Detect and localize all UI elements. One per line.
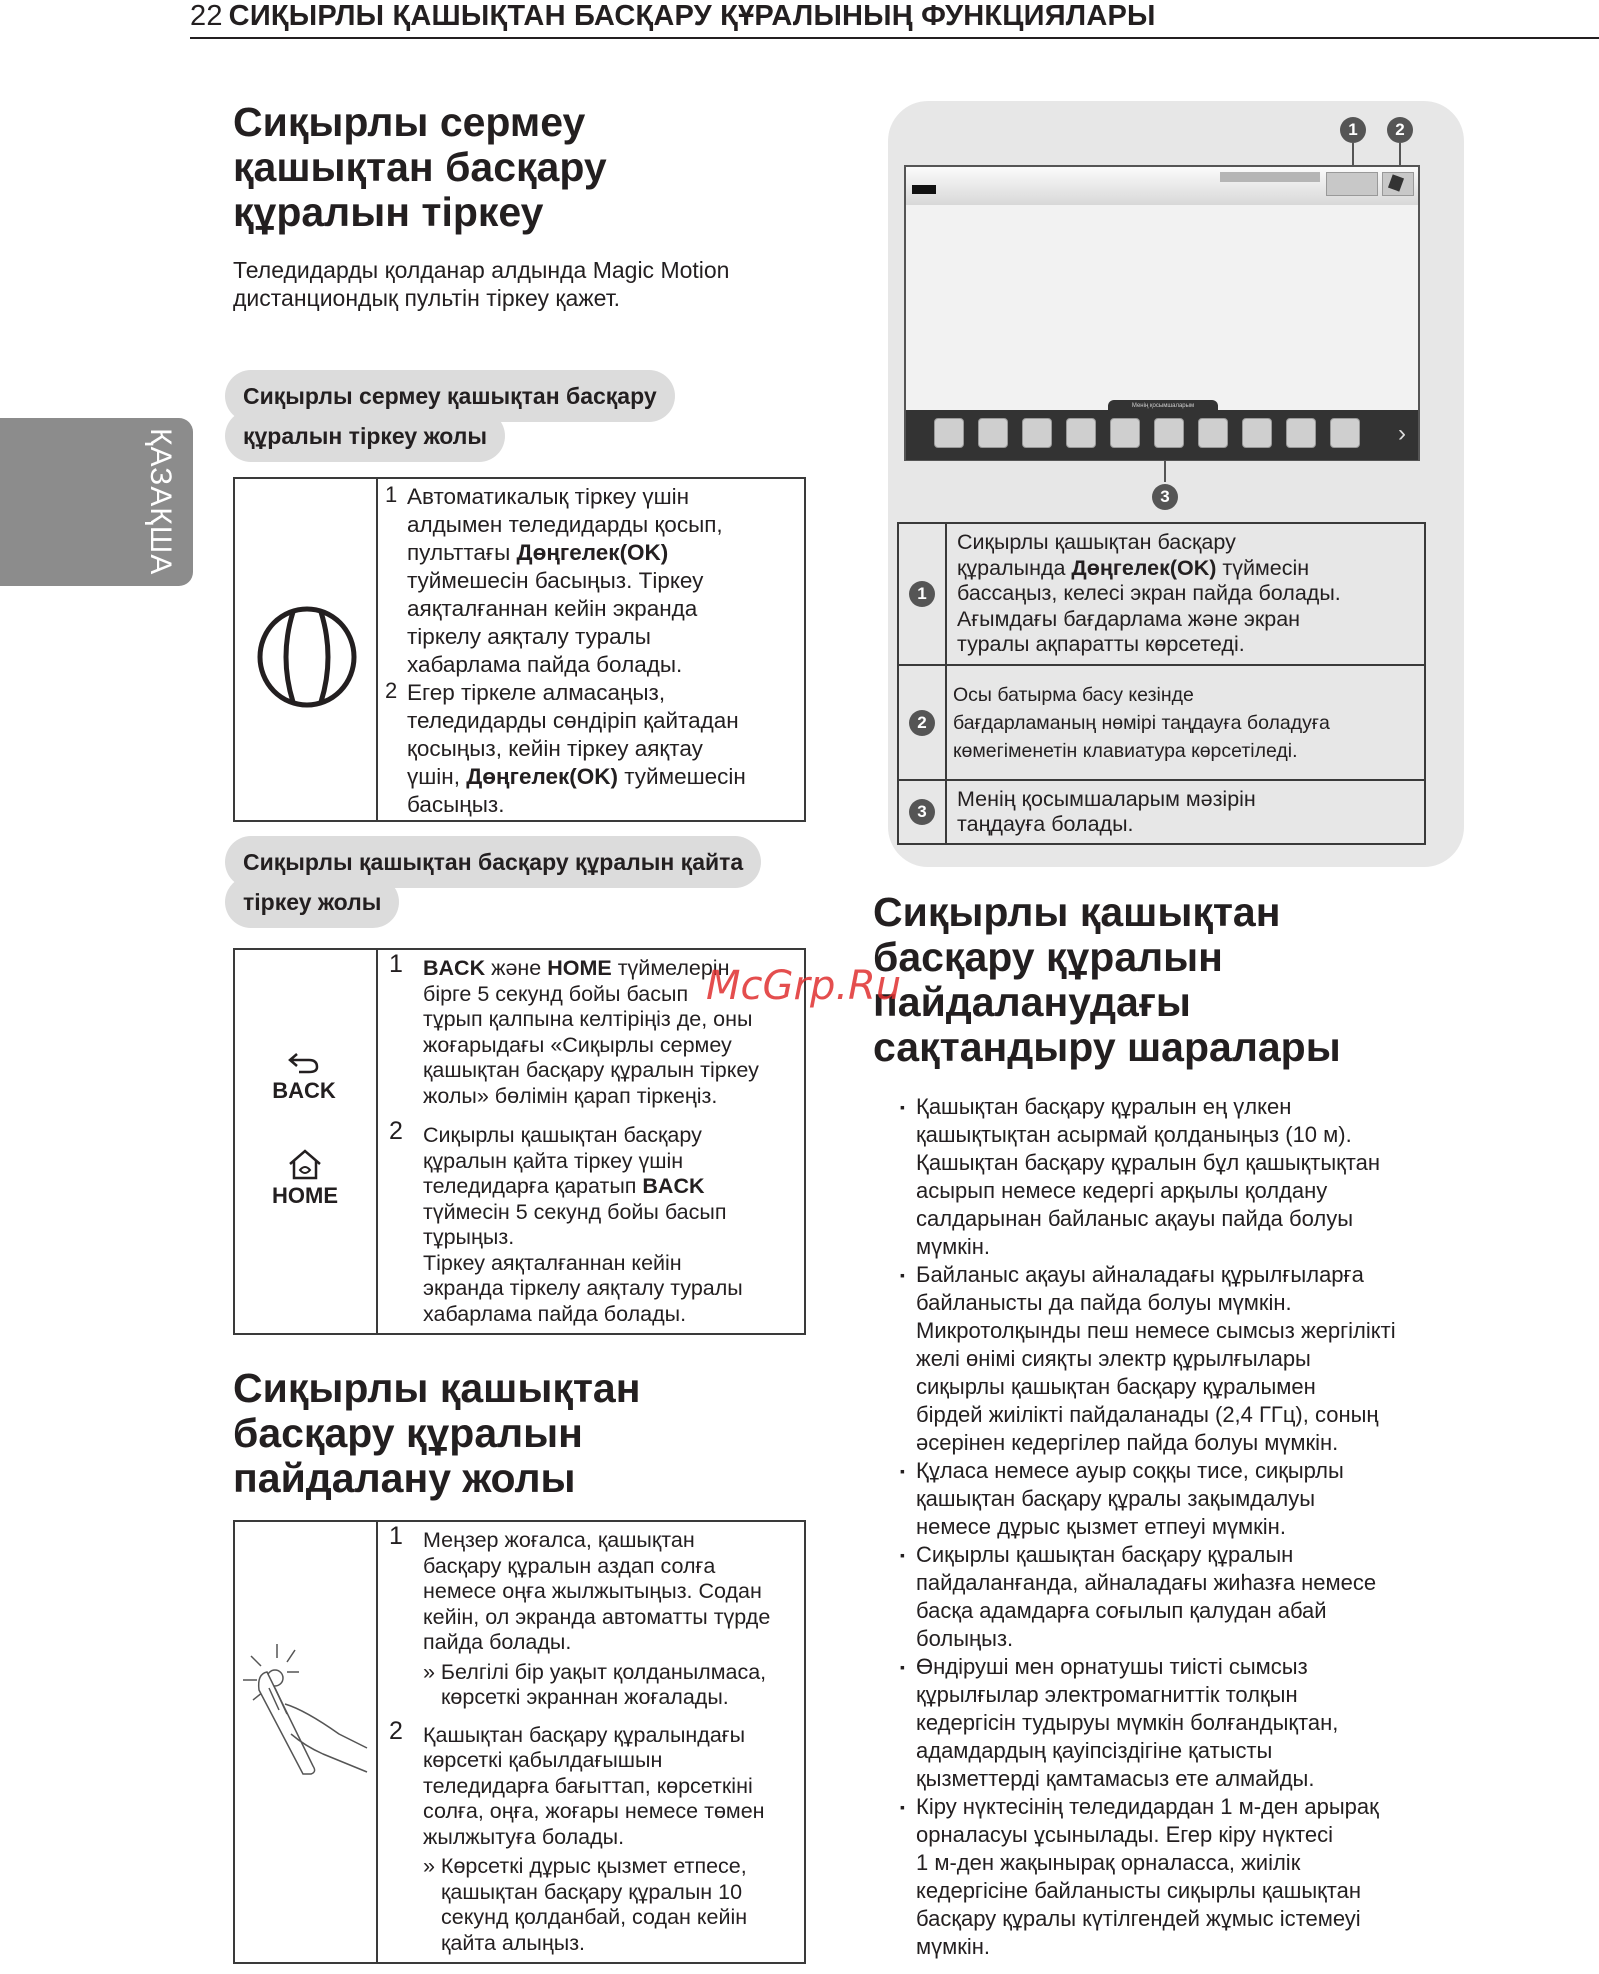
channel-badge: [912, 185, 936, 194]
page-header: [190, 0, 1156, 33]
note-line: » Белгілі бір уақыт қолданылмаса,: [423, 1659, 767, 1684]
usage-title: [233, 1366, 641, 1501]
list-line: ▪ Қашықтан басқару құралын ең үлкен: [916, 1094, 1292, 1119]
list-line: немесе дұрыс қызмет етпеуі мүмкін.: [916, 1514, 1286, 1539]
lg-app-icon: [1198, 418, 1228, 448]
list-item: [916, 1261, 1436, 1457]
home-label: HOME: [272, 1183, 338, 1208]
usage-steps-box: [233, 1520, 806, 1964]
legend-line: Сиқырлы қашықтан басқару: [957, 530, 1236, 555]
note-line: қашықтан басқару құралын 10: [441, 1879, 743, 1904]
step-line: басқару құралын аздап солға: [423, 1553, 716, 1578]
list-line: басқа адамдарға соғылып қалудан абай: [916, 1598, 1327, 1623]
step-line: тұрыңыз.: [423, 1225, 515, 1249]
list-item: [916, 1093, 1436, 1261]
hand-remote-icon: [239, 1638, 373, 1778]
wheel-ok-label: Дөңгелек(OK): [516, 540, 669, 565]
note-line: » Көрсеткі дұрыс қызмет етпесе,: [423, 1854, 747, 1878]
list-line: ▪ Сиқырлы қашықтан басқару құралын: [916, 1542, 1294, 1567]
input-app-icon: [934, 418, 964, 448]
step-line: жоғарыдағы «Сиқырлы сермеу: [423, 1032, 732, 1057]
list-line: қызметтерді қамтамасыз ете алмайды.: [916, 1766, 1315, 1791]
list-line: қашықтықтан асырмай қолданыңыз (10 м).: [916, 1122, 1352, 1147]
list-line: орналасуы ұсынылады. Егер кіру нүктесі: [916, 1822, 1333, 1847]
step-item: [385, 679, 800, 819]
step-item: [385, 1117, 805, 1327]
step-line: экранда тіркелу аяқталу туралы: [423, 1276, 743, 1300]
web-app-icon: [1110, 418, 1140, 448]
title-line: Сиқырлы қашықтан: [873, 889, 1281, 935]
list-line: басқару құралы күтілгендей жұмыс істемеуі: [916, 1906, 1361, 1931]
header-rule: [190, 37, 1599, 39]
list-line: болыңыз.: [916, 1626, 1014, 1651]
step-item: [385, 1522, 805, 1711]
step-line: және: [485, 956, 548, 980]
screen-legend-table: [897, 522, 1426, 845]
list-line: Қашықтан басқару құралын бұл қашықтықтан: [916, 1150, 1380, 1175]
register-steps-box: [233, 477, 806, 822]
info-button: [1326, 172, 1378, 196]
legend-text: [946, 665, 1425, 780]
step-line: қашықтан басқару құралын тіркеу: [423, 1058, 759, 1082]
list-line: байланысты да пайда болуы мүмкін.: [916, 1290, 1292, 1315]
wheel-ok-label: Дөңгелек(OK): [466, 764, 618, 789]
list-line: кедергісіне байланысты сиқырлы қашықтан: [916, 1878, 1362, 1903]
step-line: алдымен теледидарды қосып,: [407, 512, 723, 537]
step-line: басыңыз.: [407, 792, 505, 817]
list-line: құрылғылар электромагниттік толқын: [916, 1682, 1298, 1707]
step-line: құралын қайта тіркеу үшін: [423, 1148, 684, 1173]
step-line: пайда болады.: [423, 1630, 572, 1654]
list-line: сиқырлы қашықтан басқару құралымен: [916, 1374, 1316, 1399]
step-line: түймелерін: [611, 956, 730, 980]
reregister-subheading: Сиқырлы қашықтан басқару құралын қайта: [225, 836, 761, 888]
list-line: мүмкін.: [916, 1234, 991, 1259]
legend-number: 2: [909, 710, 935, 736]
list-line: асырып немесе кедергі арқылы қолдану: [916, 1178, 1328, 1203]
step-item: [385, 1716, 805, 1957]
step-line: тұрып қалпына келтіріңіз де, оны: [423, 1007, 753, 1031]
3d-app-icon: [1154, 418, 1184, 448]
photo-app-icon: [1330, 418, 1360, 448]
page-title: СИҚЫРЛЫ ҚАШЫҚТАН БАСҚАРУ ҚҰРАЛЫНЫҢ ФУНКЦИЯЛАРЫ: [228, 0, 1156, 32]
title-line: Сиқырлы сермеу: [233, 99, 586, 145]
list-line: 1 м-ден жақынырақ орналасса, жиілік: [916, 1850, 1301, 1875]
reregister-steps: [385, 950, 805, 1327]
legend-line: көмегіменетін клавиатура көрсетіледі.: [953, 739, 1298, 762]
legend-line: бағдарламаның нөмірі таңдауға боладуға: [953, 711, 1330, 734]
legend-line: құралында: [957, 555, 1072, 580]
step-number: 1: [389, 1522, 403, 1550]
list-item: [916, 1541, 1436, 1653]
legend-number: 3: [909, 799, 935, 825]
app-icons: [906, 410, 1418, 460]
chevron-right-icon: ›: [1398, 420, 1406, 447]
guide-app-icon: [1242, 418, 1272, 448]
wheel-ok-icon: [255, 604, 359, 710]
step-line: қосыңыз, кейін тіркеу аяқтау: [407, 736, 703, 761]
list-line: әсерінен кедергілер пайда болуы мүмкін.: [916, 1430, 1339, 1455]
title-line: пайдалану жолы: [233, 1455, 576, 1501]
intro-line: Теледидарды қолданар алдында Magic Motion: [233, 257, 730, 283]
legend-line: түймесін: [1216, 555, 1310, 580]
list-line: кедергісін тудыруы мүмкін болғандықтан,: [916, 1710, 1339, 1735]
step-line: жолы» бөлімін қарап тіркеңіз.: [423, 1083, 718, 1108]
step-number: 2: [389, 1117, 403, 1145]
step-line: хабарлама пайда болады.: [407, 652, 683, 677]
user-guide-app-icon: [1286, 418, 1316, 448]
step-line: пульттағы: [407, 540, 517, 565]
step-line: туймешесін басыңыз. Тіркеу: [407, 568, 704, 593]
my-apps-tab: Менің қосымшаларым: [1108, 400, 1218, 412]
note-line: қайта алыңыз.: [441, 1930, 586, 1955]
usage-steps: [385, 1522, 805, 1956]
legend-text: [946, 523, 1425, 665]
legend-line: Ағымдағы бағдарлама және экран: [957, 606, 1301, 631]
list-line: қашықтан басқару құралы зақымдалуы: [916, 1486, 1316, 1511]
legend-line: Менің қосымшаларым мәзірін: [957, 786, 1256, 811]
title-line: сақтандыру шаралары: [873, 1024, 1341, 1070]
register-subheading-2: құралын тіркеу жолы: [225, 410, 505, 462]
register-title: [233, 100, 607, 235]
step-line: теледидарға қаратып: [423, 1174, 643, 1198]
title-line: құралын тіркеу: [233, 189, 544, 235]
step-line: теледидарға бағыттап, көрсеткіні: [423, 1773, 753, 1798]
list-line: ▪ Өндіруші мен орнатушы тиісті сымсыз: [916, 1654, 1308, 1679]
step-number: 1: [389, 950, 403, 978]
program-bar: [1220, 172, 1320, 182]
step-line: түймесін 5 секунд бойы басып: [423, 1199, 727, 1224]
step-line: немесе оңға жылжытыңыз. Содан: [423, 1579, 762, 1603]
page-number: 22: [190, 0, 223, 32]
list-line: салдарынан байланыс ақауы пайда болуы: [916, 1206, 1354, 1231]
marker-1: 1: [1340, 117, 1366, 143]
step-line: туймешесін: [618, 764, 746, 789]
step-line: Автоматикалық тіркеу үшін: [407, 484, 690, 509]
home-label: HOME: [547, 956, 612, 980]
list-line: бірдей жиілікті пайдаланады (2,4 ГГц), соның: [916, 1402, 1379, 1427]
register-intro: [233, 256, 729, 312]
step-number: 2: [385, 678, 398, 703]
list-line: ▪ Байланыс ақауы айналадағы құрылғыларға: [916, 1262, 1364, 1287]
step-line: Қашықтан басқару құралындағы: [423, 1722, 746, 1747]
step-line: солға, оңға, жоғары немесе төмен: [423, 1799, 765, 1823]
list-line: адамдардың қауіпсіздігіне қатысты: [916, 1738, 1273, 1763]
step-line: кейін, ол экранда автоматты түрде: [423, 1604, 771, 1629]
marker-2: 2: [1387, 117, 1413, 143]
watermark: McGrp.Ru: [706, 963, 902, 1009]
step-line: бірге 5 секунд бойы басып: [423, 981, 689, 1006]
register-steps: [385, 483, 800, 819]
step-line: Тіркеу аяқталғаннан кейін: [423, 1250, 682, 1275]
back-label: BACK: [423, 956, 486, 980]
legend-number: 1: [909, 581, 935, 607]
step-line: аяқталғаннан кейін экранда: [407, 596, 698, 621]
legend-line: Осы батырма басу кезінде: [953, 683, 1194, 706]
step-line: үшін,: [407, 764, 467, 789]
legend-line: таңдауға болады.: [957, 812, 1134, 836]
wheel-ok-label: Дөңгелек(OK): [1071, 555, 1217, 580]
step-line: Егер тіркеле алмасаңыз,: [407, 680, 666, 705]
title-line: басқару құралын: [233, 1410, 583, 1456]
precautions-title: [873, 890, 1341, 1070]
note-line: көрсеткі экраннан жоғалады.: [441, 1685, 729, 1709]
intro-line: дистанциондық пультін тіркеу қажет.: [233, 285, 621, 311]
list-line: ▪ Кіру нүктесінің теледидардан 1 м-ден арырақ: [916, 1794, 1379, 1819]
back-icon: [287, 1048, 321, 1074]
step-number: 2: [389, 1716, 403, 1745]
title-line: қашықтан басқару: [233, 144, 607, 190]
marker-3: 3: [1152, 484, 1178, 510]
list-line: мүмкін.: [916, 1934, 991, 1959]
home-app-icon: [1022, 418, 1052, 448]
legend-line: туралы ақпаратты көрсетеді.: [957, 632, 1245, 657]
step-line: тіркелу аяқталу туралы: [407, 624, 651, 649]
list-line: желі өнімі сияқты электр құрылғылары: [916, 1346, 1311, 1371]
step-line: хабарлама пайда болады.: [423, 1301, 687, 1326]
list-line: Микротолқынды пеш немесе сымсыз жергілікті: [916, 1318, 1396, 1343]
settings-app-icon: [978, 418, 1008, 448]
legend-line: бассаңыз, келесі экран пайда болады.: [957, 581, 1341, 606]
language-tab-label: ҚАЗАҚША: [144, 428, 177, 576]
step-line: Сиқырлы қашықтан басқару: [423, 1123, 702, 1147]
step-line: көрсеткі қабылдағышын: [423, 1748, 663, 1772]
title-line: басқару құралын: [873, 934, 1223, 980]
legend-text: [946, 780, 1425, 844]
title-line: пайдаланудағы: [873, 979, 1191, 1025]
register-subheading: Сиқырлы сермеу қашықтан басқару: [225, 370, 675, 422]
step-line: жылжытуға болады.: [423, 1824, 625, 1849]
list-item: [916, 1653, 1436, 1793]
title-line: Сиқырлы қашықтан: [233, 1365, 641, 1411]
list-item: [916, 1457, 1436, 1541]
step-number: 1: [385, 482, 398, 507]
step-line: теледидарды сөндіріп қайтадан: [407, 708, 739, 733]
marker-line: [1164, 460, 1166, 482]
list-item: [916, 1793, 1436, 1961]
note-line: секунд қолданбай, содан кейін: [441, 1905, 748, 1929]
list-line: пайдаланғанда, айналадағы жиһазға немесе: [916, 1570, 1377, 1595]
back-label: BACK: [272, 1078, 336, 1103]
list-line: ▪ Құласа немесе ауыр соққы тисе, сиқырлы: [916, 1458, 1344, 1483]
search-app-icon: [1066, 418, 1096, 448]
back-label: BACK: [642, 1174, 705, 1198]
step-line: Меңзер жоғалса, қашықтан: [423, 1528, 695, 1552]
reregister-subheading-2: тіркеу жолы: [225, 876, 399, 928]
precautions-list: [916, 1093, 1436, 1961]
step-item: [385, 483, 800, 679]
home-icon: [287, 1148, 323, 1180]
